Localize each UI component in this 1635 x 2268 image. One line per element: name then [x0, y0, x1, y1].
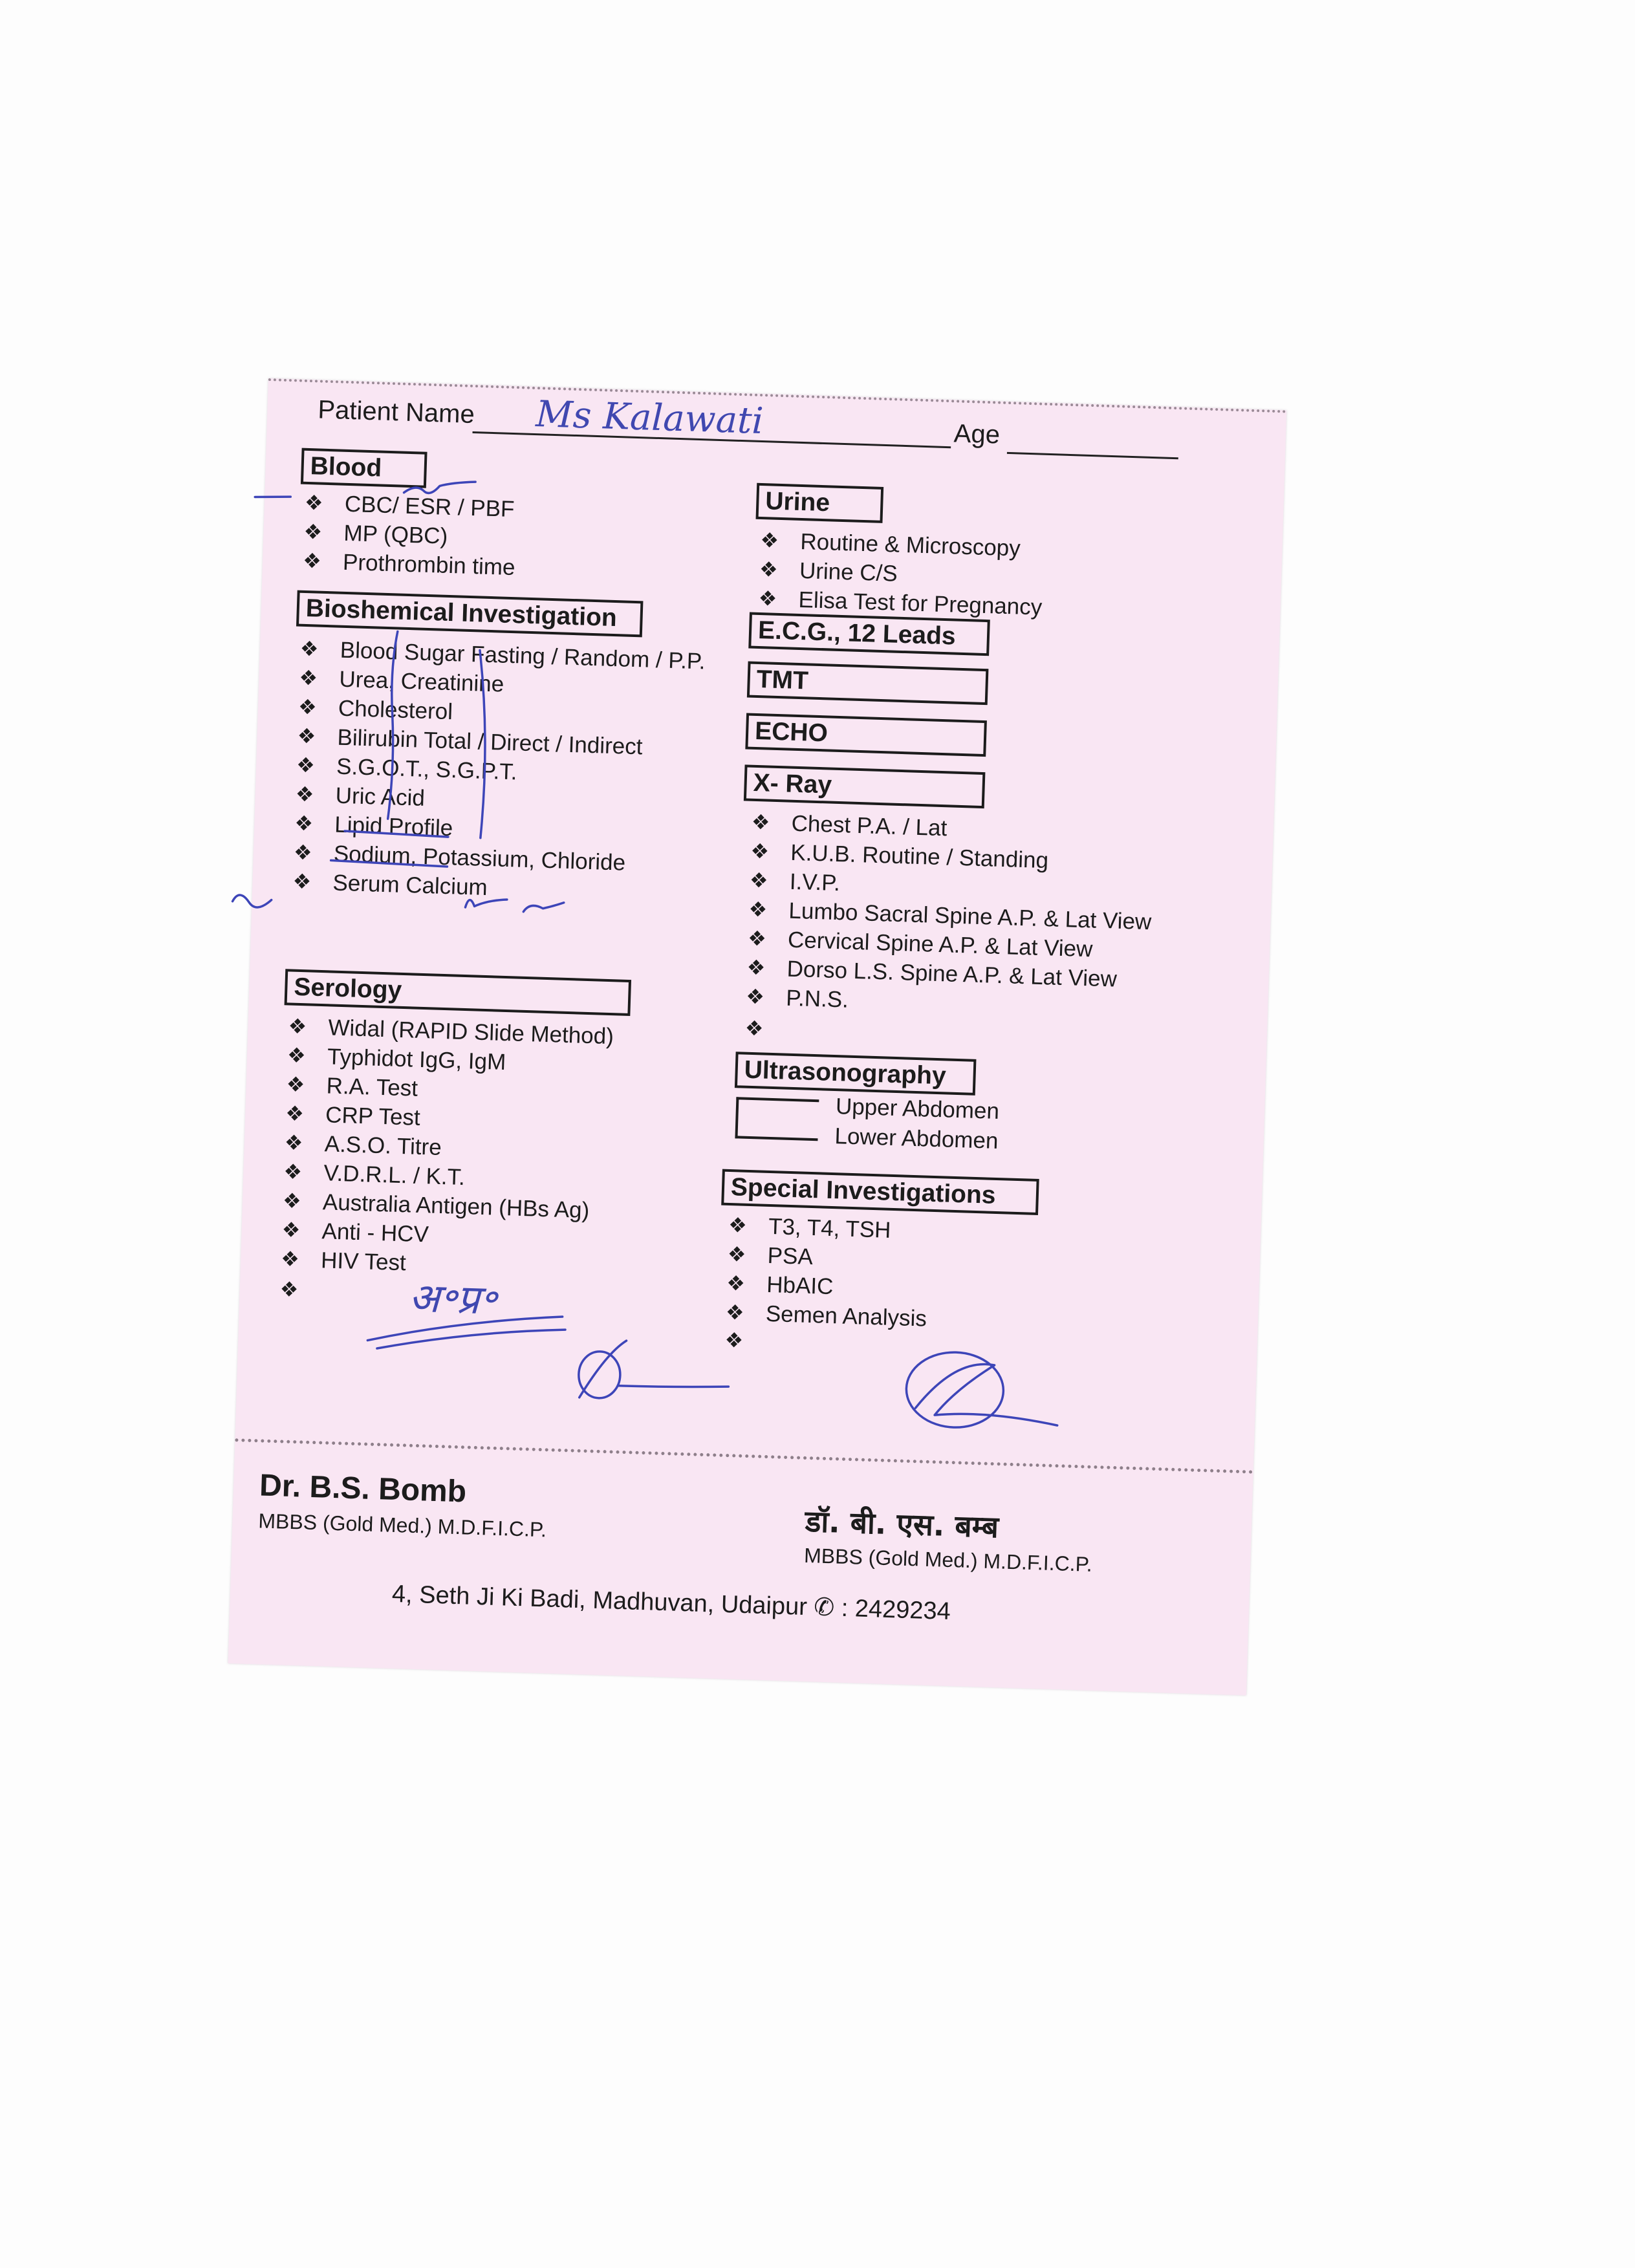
bullet-icon: ❖: [750, 839, 770, 863]
blood-heading: Blood: [301, 448, 428, 488]
bullet-icon: ❖: [282, 1189, 302, 1213]
signature-mark: [578, 1351, 621, 1399]
ultrasonography-item-lower: Lower Abdomen: [834, 1123, 999, 1154]
list-item: ❖ Typhidot IgG, IgM: [287, 1041, 613, 1080]
list-item: ❖ Urea, Creatinine: [299, 664, 705, 706]
bullet-icon: ❖: [749, 868, 769, 892]
bullet-icon: ❖: [292, 869, 312, 894]
serology-heading: Serology: [285, 969, 631, 1016]
list-item: ❖ Dorso L.S. Spine A.P. & Lat View: [746, 953, 1150, 995]
list-item: ❖ V.D.R.L. / K.T.: [283, 1157, 610, 1196]
bullet-icon: ❖: [747, 926, 767, 951]
bracket-mark: [387, 631, 397, 819]
signature-mark: [905, 1351, 1005, 1429]
list-item: ❖ Widal (RAPID Slide Method): [288, 1011, 614, 1051]
list-item: ❖ Semen Analysis: [725, 1298, 927, 1334]
list-item: ❖ Chest P.A. / Lat: [751, 808, 1154, 850]
ultrasonography-item-upper: Upper Abdomen: [835, 1094, 1000, 1125]
list-item: ❖ A.S.O. Titre: [284, 1128, 611, 1167]
list-item: ❖ MP (QBC): [303, 517, 517, 553]
bullet-icon: ❖: [758, 586, 777, 610]
bullet-icon: ❖: [725, 1300, 745, 1324]
list-item: ❖ K.U.B. Routine / Standing: [750, 837, 1154, 879]
list-item: ❖ S.G.O.T., S.G.P.T.: [296, 751, 702, 793]
bullet-icon: ❖: [728, 1213, 748, 1237]
urine-heading: Urine: [756, 483, 884, 523]
phone-icon: ✆: [813, 1593, 835, 1622]
bullet-icon: ❖: [286, 1072, 305, 1097]
list-item: ❖ Sodium, Potassium, Chloride: [293, 838, 699, 880]
tick-mark: [404, 480, 476, 495]
hindi-handwritten-note: अ॰प्र॰: [408, 1273, 498, 1324]
tick-mark: [523, 902, 563, 913]
doctor-name-hindi: डॉ. बी. एस. बम्ब: [805, 1503, 999, 1545]
bullet-icon: ❖: [287, 1014, 307, 1039]
patient-name-handwritten: Ms Kalawati: [535, 393, 764, 443]
bullet-icon: ❖: [285, 1101, 305, 1126]
tmt-heading: TMT: [747, 662, 989, 706]
list-item: ❖ Urine C/S: [759, 555, 1043, 593]
tick-mark: [465, 898, 506, 909]
signature-mark: [579, 1339, 730, 1402]
bullet-icon: ❖: [748, 897, 768, 922]
list-item: ❖ Cholesterol: [298, 693, 704, 735]
bullet-icon: ❖: [297, 724, 316, 748]
list-item: ❖ Prothrombin time: [302, 546, 515, 582]
bullet-icon: ❖: [293, 840, 313, 865]
age-label: Age: [953, 419, 1001, 449]
address-text: 4, Seth Ji Ki Badi, Madhuvan, Udaipur: [391, 1580, 808, 1621]
bullet-icon: ❖: [281, 1218, 301, 1242]
lab-request-slip: [228, 378, 1287, 1695]
bullet-icon: ❖: [279, 1277, 299, 1302]
bullet-icon: ❖: [751, 810, 771, 834]
bullet-icon: ❖: [295, 782, 315, 806]
list-item: ❖ Bilirubin Total / Direct / Indirect: [297, 722, 703, 764]
list-item: ❖ Cervical Spine A.P. & Lat View: [747, 924, 1151, 966]
list-item: ❖ HIV Test: [281, 1244, 607, 1284]
bullet-icon: ❖: [284, 1130, 304, 1155]
list-item: ❖ PSA: [727, 1240, 929, 1275]
list-item: ❖ CBC/ ESR / PBF: [304, 488, 517, 524]
list-item: ❖ Lumbo Sacral Spine A.P. & Lat View: [748, 895, 1152, 937]
doctor-name: Dr. B.S. Bomb: [259, 1468, 467, 1509]
list-item: ❖ R.A. Test: [286, 1070, 612, 1109]
list-item: ❖ T3, T4, TSH: [728, 1211, 930, 1246]
doctor-qualifications-right: MBBS (Gold Med.) M.D.F.I.C.P.: [803, 1543, 1093, 1576]
bullet-icon: ❖: [280, 1247, 300, 1271]
clinic-address: [391, 1579, 951, 1626]
bracket-mark: [474, 650, 488, 837]
bullet-icon: ❖: [745, 984, 765, 1009]
bullet-icon: ❖: [299, 636, 319, 661]
bullet-icon: ❖: [298, 665, 318, 690]
handwritten-marks: [234, 378, 1287, 1509]
bullet-icon: ❖: [283, 1160, 303, 1184]
bullet-icon: ❖: [759, 557, 779, 581]
ultrasonography-heading: Ultrasonography: [735, 1052, 977, 1096]
bullet-icon: ❖: [744, 1016, 764, 1041]
bullet-icon: ❖: [726, 1271, 746, 1295]
bullet-icon: ❖: [727, 1242, 747, 1266]
echo-heading: ECHO: [745, 713, 987, 757]
list-item: ❖ Blood Sugar Fasting / Random / P.P.: [299, 634, 706, 676]
bullet-icon: ❖: [303, 519, 323, 544]
list-item: ❖ Routine & Microscopy: [760, 526, 1045, 564]
list-item: ❖ I.V.P.: [749, 866, 1153, 908]
list-item: ❖ Anti - HCV: [281, 1215, 608, 1255]
phone-number: : 2429234: [841, 1594, 951, 1626]
doctor-qualifications: MBBS (Gold Med.) M.D.F.I.C.P.: [257, 1509, 547, 1542]
list-item: ❖ Elisa Test for Pregnancy: [758, 584, 1043, 622]
tick-mark: [232, 895, 272, 908]
patient-name-label: Patient Name: [317, 395, 475, 429]
ecg-heading: E.C.G., 12 Leads: [748, 612, 990, 656]
list-item: ❖ P.N.S.: [746, 982, 1149, 1024]
underline-mark: [377, 1324, 565, 1354]
bullet-icon: ❖: [746, 955, 766, 980]
strike-mark: [345, 831, 448, 837]
special-investigations-heading: Special Investigations: [721, 1169, 1039, 1215]
signature-mark: [915, 1362, 1059, 1425]
list-item: ❖ CRP Test: [285, 1099, 612, 1138]
bullet-icon: ❖: [296, 753, 316, 777]
biochemical-heading: Bioshemical Investigation: [296, 590, 643, 638]
bullet-icon: ❖: [298, 695, 318, 719]
bullet-icon: ❖: [724, 1328, 744, 1352]
strike-mark: [331, 860, 448, 867]
list-item: ❖ Lipid Profile: [294, 809, 700, 851]
bullet-icon: ❖: [302, 548, 322, 573]
list-item: ❖ Uric Acid: [295, 780, 701, 822]
list-item: ❖ Serum Calcium: [292, 867, 698, 909]
bullet-icon: ❖: [294, 811, 314, 836]
xray-heading: X- Ray: [744, 764, 986, 808]
bullet-icon: ❖: [287, 1043, 307, 1068]
list-item: ❖ Australia Antigen (HBs Ag): [282, 1186, 609, 1226]
list-item: ❖ HbAIC: [726, 1269, 928, 1304]
bullet-icon: ❖: [759, 528, 779, 552]
bullet-icon: ❖: [304, 490, 324, 515]
tick-mark: [255, 495, 290, 498]
